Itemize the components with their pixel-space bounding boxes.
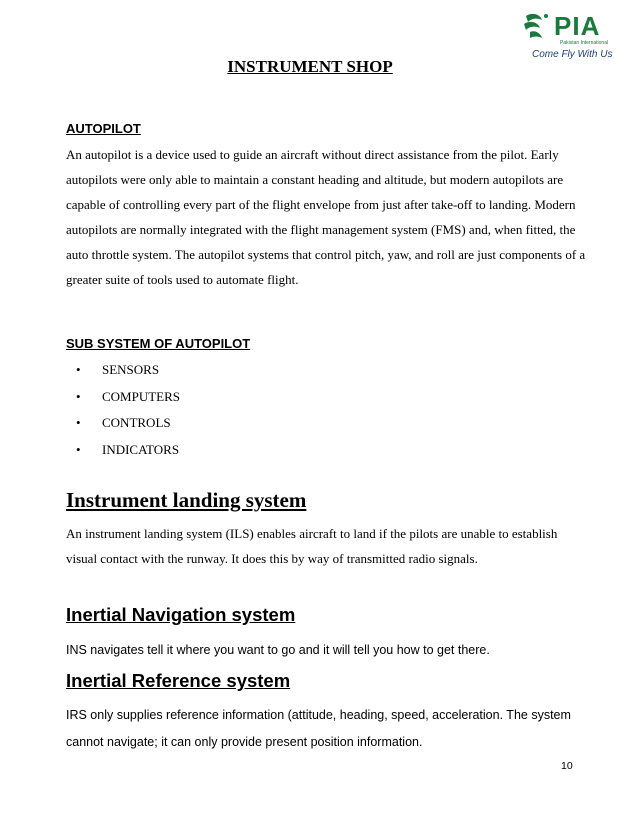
- bullet-icon: •: [76, 441, 81, 457]
- bullet-icon: •: [76, 415, 81, 430]
- pia-crescent-logo-icon: [520, 10, 552, 44]
- list-item: • CONTROLS: [76, 410, 180, 437]
- logo-tagline: Come Fly With Us: [532, 49, 613, 60]
- irs-heading: Inertial Reference system: [66, 670, 291, 691]
- ins-paragraph: INS navigates tell it where you want to go and it will tell you how to get there.: [66, 643, 490, 657]
- list-item: • COMPUTERS: [76, 384, 180, 411]
- logo-subtext: Pakistan International: [560, 40, 609, 46]
- list-item: • INDICATORS: [76, 437, 180, 464]
- list-item: • SENSORS: [76, 357, 180, 384]
- page-number: 10: [561, 760, 573, 772]
- irs-paragraph: IRS only supplies reference information (attitude, heading, speed, acceleration. The system cannot navigate; it can only provide present position information.: [66, 708, 571, 749]
- autopilot-heading: AUTOPILOT: [66, 121, 141, 136]
- ils-paragraph: An instrument landing system (ILS) enables aircraft to land if the pilots are unable to establish visual contact with the runway. It does this by way of transmitted radio signals.: [66, 526, 558, 566]
- autopilot-paragraph: An autopilot is a device used to guide an aircraft without direct assistance from the pilot. Early autopilots were only able to maintain a constant heading and altitude, but modern autopilots are capable of controlling every part of the flight envelope from just after take-off to landing. Modern autopilots are normally integrated with the flight management system (FMS) and, when fitted, the auto throttle system. The autopilot systems that control pitch, yaw, and roll are just components of a greater suite of tools used to automate flight.: [66, 147, 586, 287]
- bullet-icon: •: [76, 362, 81, 377]
- subsystem-list: [76, 357, 180, 463]
- page-title: INSTRUMENT SHOP: [227, 57, 393, 76]
- bullet-icon: •: [76, 388, 81, 404]
- subsystem-heading: SUB SYSTEM OF AUTOPILOT: [66, 336, 251, 351]
- ins-heading: Inertial Navigation system: [66, 604, 296, 625]
- logo-wordmark: PIA: [554, 11, 601, 41]
- ils-heading: Instrument landing system: [66, 488, 307, 512]
